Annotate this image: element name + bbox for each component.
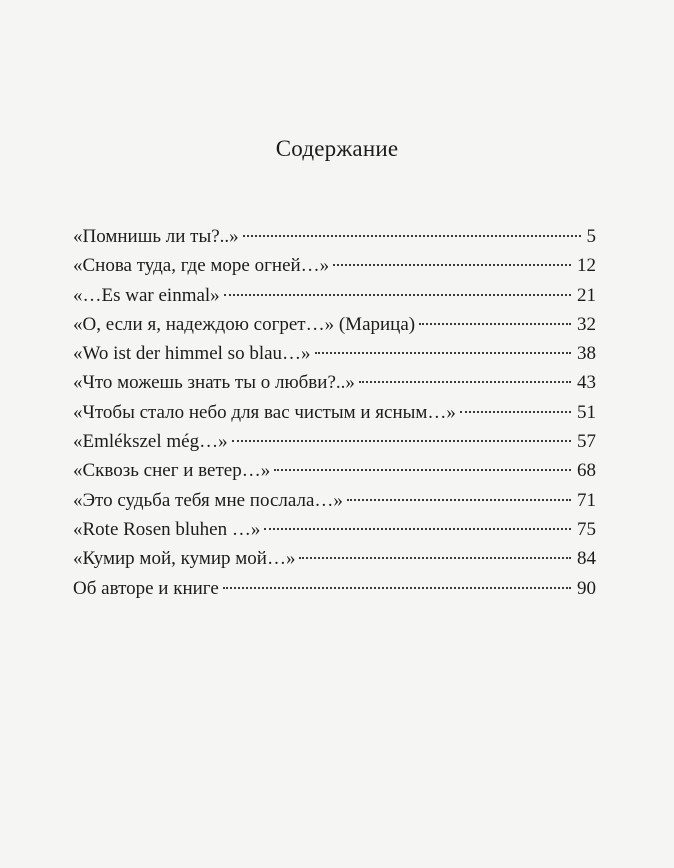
toc-entry-title: «О, если я, надеждою согрет…» (Марица) xyxy=(73,313,416,335)
toc-entry-title: «Кумир мой, кумир мой…» xyxy=(73,548,296,570)
toc-entry xyxy=(73,456,596,485)
toc-entry xyxy=(73,368,596,397)
dot-leader xyxy=(274,469,571,471)
toc-entry xyxy=(73,339,596,368)
toc-entry-page: 71 xyxy=(577,489,596,511)
page-title: Содержание xyxy=(275,136,399,161)
toc-entry-title: «Emlékszel még…» xyxy=(73,431,228,453)
dot-leader xyxy=(299,557,571,559)
toc-entry-page: 5 xyxy=(586,226,596,247)
toc-entry-title: «Это судьба тебя мне послала…» xyxy=(73,489,343,511)
dot-leader xyxy=(315,352,571,354)
toc-entry-title: «Что можешь знать ты о любви?..» xyxy=(73,372,355,394)
dot-leader xyxy=(333,264,571,266)
dot-leader xyxy=(264,528,571,530)
dot-leader xyxy=(460,411,571,413)
toc-entry-title: «Чтобы стало небо для вас чистым и ясным…» xyxy=(73,401,456,423)
toc-entry xyxy=(73,222,596,251)
toc-entry-title: «Помнишь ли ты?..» xyxy=(73,226,239,247)
toc-entry-title: «Снова туда, где море огней…» xyxy=(73,255,330,277)
toc-entry-page: 68 xyxy=(577,460,596,482)
toc-entry xyxy=(73,427,596,456)
toc-entry xyxy=(73,398,596,427)
toc-entry xyxy=(73,515,596,544)
toc-entry-page: 57 xyxy=(577,431,596,453)
toc-entry-title: «…Es war einmal» xyxy=(73,284,220,306)
toc-entry-title: «Wo ist der himmel so blau…» xyxy=(73,343,311,365)
toc-entry-title: Об авторе и книге xyxy=(73,577,219,599)
toc-entry xyxy=(73,574,596,603)
toc-entry xyxy=(73,310,596,339)
dot-leader xyxy=(223,587,571,589)
toc-entry-page: 51 xyxy=(577,401,596,423)
toc-entry-page: 21 xyxy=(577,284,596,306)
toc-entry-page: 84 xyxy=(577,548,596,570)
toc-entry-page: 12 xyxy=(577,255,596,277)
toc-entry-page: 38 xyxy=(577,343,596,365)
dot-leader xyxy=(419,323,571,325)
toc-entry-page: 75 xyxy=(577,518,596,540)
toc-entry xyxy=(73,281,596,310)
dot-leader xyxy=(347,499,571,501)
toc-entry xyxy=(73,251,596,280)
toc-entry xyxy=(73,544,596,573)
toc-entry xyxy=(73,486,596,515)
dot-leader xyxy=(359,381,571,383)
toc-entry-title: «Сквозь снег и ветер…» xyxy=(73,460,271,482)
dot-leader xyxy=(224,294,571,296)
toc-entry-title: «Rote Rosen bluhen …» xyxy=(73,518,261,540)
dot-leader xyxy=(232,440,571,442)
toc-entry-page: 32 xyxy=(577,313,596,335)
toc-entry-page: 90 xyxy=(577,577,596,599)
dot-leader xyxy=(243,235,581,237)
table-of-contents xyxy=(73,222,596,603)
toc-entry-page: 43 xyxy=(577,372,596,394)
